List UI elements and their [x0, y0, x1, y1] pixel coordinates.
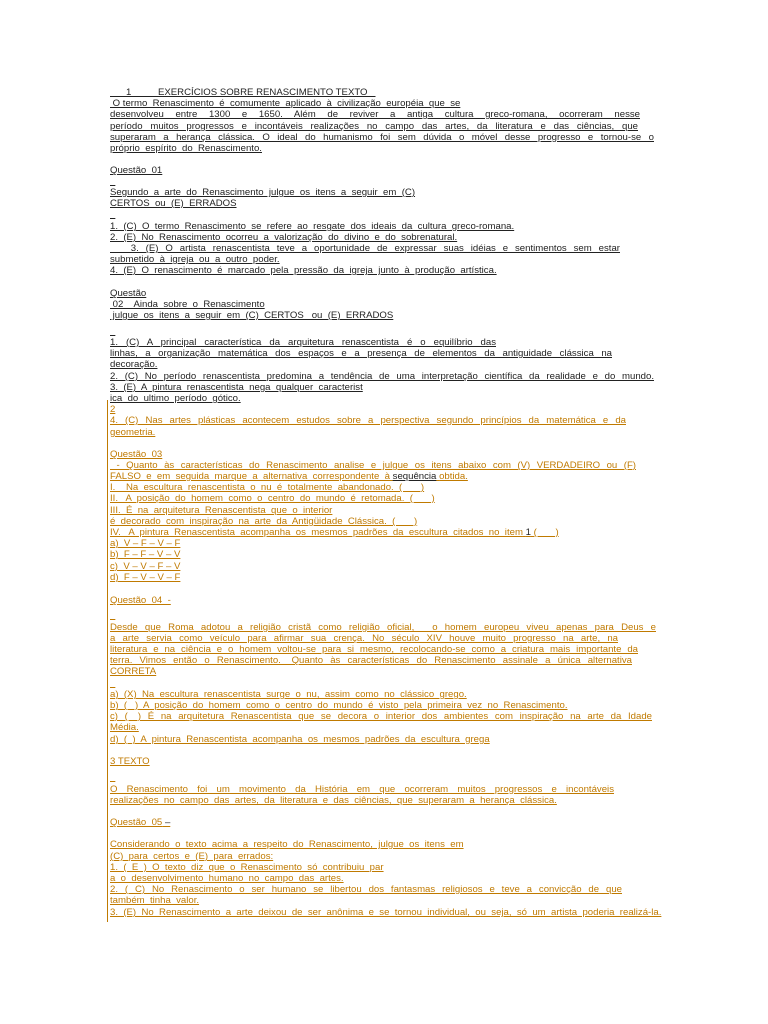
q4-text: literatura e na ciência e o homem voltou-se para si mesmo, recolocando-se como a criatura mais importante da — [110, 644, 638, 655]
q5-item: também tinha valor. — [110, 895, 200, 906]
title-line: 1 EXERCÍCIOS SOBRE RENASCIMENTO TEXTO — [110, 87, 376, 98]
q4-option: b) ( ) A posição do homem como o centro do mundo é visto pela primeira vez no Renascimento. — [110, 700, 568, 711]
intro-line: período muitos progressos e incontáveis realizações no campo das artes, da literatura e das ciências, que — [110, 121, 638, 132]
text3-heading: 3 TEXTO — [110, 756, 150, 767]
page-number: 2 — [110, 404, 116, 415]
q3-prompt-end: obtida. — [439, 471, 468, 482]
q2-item: 3. (E) A pintura renascentista nega qualquer caracterist — [110, 382, 363, 393]
q2-item: 1. (C) A principal característica da arquitetura renascentista é o equilíbrio das — [110, 337, 496, 348]
q3-item-text: IV. A pintura Renascentista acompanha os mesmos padrões da escultura citados no item — [110, 527, 523, 538]
q2-heading: 02 Ainda sobre o Renascimento — [110, 299, 265, 310]
q4-text: CORRETA — [110, 666, 157, 677]
intro-line: desenvolveu entre 1300 e 1650. Além de reviver a antiga cultura greco-romana, ocorreram nesse — [110, 109, 640, 120]
q1-prompt: Segundo a arte do Renascimento julgue os itens a seguir em (C) — [110, 187, 416, 198]
q3-option: d) F – V – V – F — [110, 572, 181, 583]
q3-item: III. É na arquitetura Renascentista que o interior — [110, 505, 333, 516]
q4-heading: Questão 04 - — [110, 595, 171, 606]
q5-heading — [110, 817, 170, 828]
blank-line — [110, 209, 115, 220]
intro-line: O termo Renascimento é comumente aplicado à civilização européia que se — [110, 98, 461, 109]
intro-line: superaram a herança clássica. O ideal do humanismo foi sem dúvida o móvel desse progresso e tornou-se o — [110, 132, 654, 143]
q1-item: 4. (E) O renascimento é marcado pela pressão da igreja junto à produção artística. — [110, 265, 497, 276]
q5-item: 2. ( C) No Renascimento o ser humano se libertou dos fantasmas religiosos e teve a convicção de que — [110, 884, 622, 895]
q1-item: submetido à igreja ou a outro poder. — [110, 254, 280, 265]
q4-option: a) (X) Na escultura renascentista surge o nu, assim como no clássico grego. — [110, 689, 467, 700]
q2-prompt: julgue os itens a seguir em (C) CERTOS ou (E) ERRADOS — [110, 310, 394, 321]
q2-item: 4. (C) Nas artes plásticas acontecem estudos sobre a perspectiva segundo princípios da matemática e da — [110, 415, 626, 426]
q2-item: linhas, a organização matemática dos espaços e a presença de elementos da antiguidade clássica na — [110, 348, 612, 359]
blank-line — [110, 678, 115, 689]
q1-item: 2. (E) No Renascimento ocorreu a valorização do divino e do sobrenatural. — [110, 232, 458, 243]
q5-heading-text: Questão 05 — [110, 817, 163, 828]
blank-line — [110, 326, 115, 337]
margin-change-bar — [107, 400, 108, 922]
q3-item — [110, 527, 559, 538]
q1-heading: Questão 01 — [110, 165, 163, 176]
q3-item: I. Na escultura renascentista o nu é totalmente abandonado. ( ) — [110, 482, 425, 493]
item-number-link: 1 — [525, 527, 531, 538]
q2-heading: Questão — [110, 288, 147, 299]
q5-heading-dash: – — [162, 817, 171, 828]
q4-option: c) ( ) É na arquitetura Renascentista que se decora o interior dos ambientes com inspiração na arte da Idade — [110, 711, 652, 722]
q3-item: II. A posição do homem como o centro do mundo é retomada. ( ) — [110, 493, 435, 504]
text3-body: O Renascimento foi um movimento da História em que ocorreram muitos progressos e incontáveis — [110, 784, 614, 795]
q3-option: c) V – V – F – V — [110, 561, 181, 572]
q5-item: a o desenvolvimento humano no campo das artes. — [110, 873, 344, 884]
q2-item: 2. (C) No período renascentista predomina a tendência de uma interpretação científica da realidade e do mundo. — [110, 371, 654, 382]
q3-prompt-text: FALSO e em seguida marque a alternativa correspondente à — [110, 471, 390, 482]
blank-line — [110, 610, 115, 621]
intro-line: próprio espírito do Renascimento. — [110, 143, 262, 154]
q3-prompt: - Quanto às características do Renascimento analise e julgue os itens abaixo com (V) VERDADEIRO ou (F) — [110, 460, 636, 471]
q4-option: d) ( ) A pintura Renascentista acompanha os mesmos padrões da escultura grega — [110, 734, 490, 745]
q3-item: é decorado com inspiração na arte da Antigüidade Clássica. ( ) — [110, 516, 418, 527]
q1-item: 1. (C) O termo Renascimento se refere ao resgate dos ideais da cultura greco-romana. — [110, 221, 515, 232]
q1-prompt: CERTOS ou (E) ERRADOS — [110, 198, 237, 209]
q4-text: terra. Vimos então o Renascimento. Quanto às características do Renascimento assinale a única alternativa — [110, 655, 632, 666]
blank-line — [110, 176, 115, 187]
q3-option: b) F – F – V – V — [110, 549, 181, 560]
answer-blank: ( ) — [530, 527, 559, 538]
q2-item: decoração. — [110, 359, 158, 370]
q3-prompt — [110, 471, 468, 482]
q3-heading: Questão 03 — [110, 449, 163, 460]
q2-item: ica do ultimo período gótico. — [110, 393, 241, 404]
blank-line — [110, 772, 115, 783]
q5-item: 1. ( E ) O texto diz que o Renascimento só contribuiu par — [110, 862, 384, 873]
q1-item: 3. (E) O artista renascentista teve a oportunidade de expressar suas idéias e sentimentos sem estar — [110, 243, 620, 254]
q4-text: Desde que Roma adotou a religião cristã como religião oficial, o homem europeu viveu apenas para Deus e — [110, 622, 656, 633]
q4-option: Média. — [110, 722, 139, 733]
q4-text: a arte servia como veículo para afirmar sua crença. No século XIV houve muito progresso na arte, na — [110, 633, 618, 644]
text3-body: realizações no campo das artes, da literatura e das ciências, que superaram a herança clássica. — [110, 795, 557, 806]
sequencia-word: sequência — [392, 471, 437, 482]
q5-item: 3. (E) No Renascimento a arte deixou de ser anônima e se tornou individual, ou seja, só um artista poderia realizá-la. — [110, 907, 662, 918]
q5-prompt: (C) para certos e (E) para errados: — [110, 851, 274, 862]
q2-item: geometria. — [110, 427, 156, 438]
q5-prompt: Considerando o texto acima a respeito do Renascimento, julgue os itens em — [110, 839, 464, 850]
q3-option: a) V – F – V – F — [110, 538, 181, 549]
